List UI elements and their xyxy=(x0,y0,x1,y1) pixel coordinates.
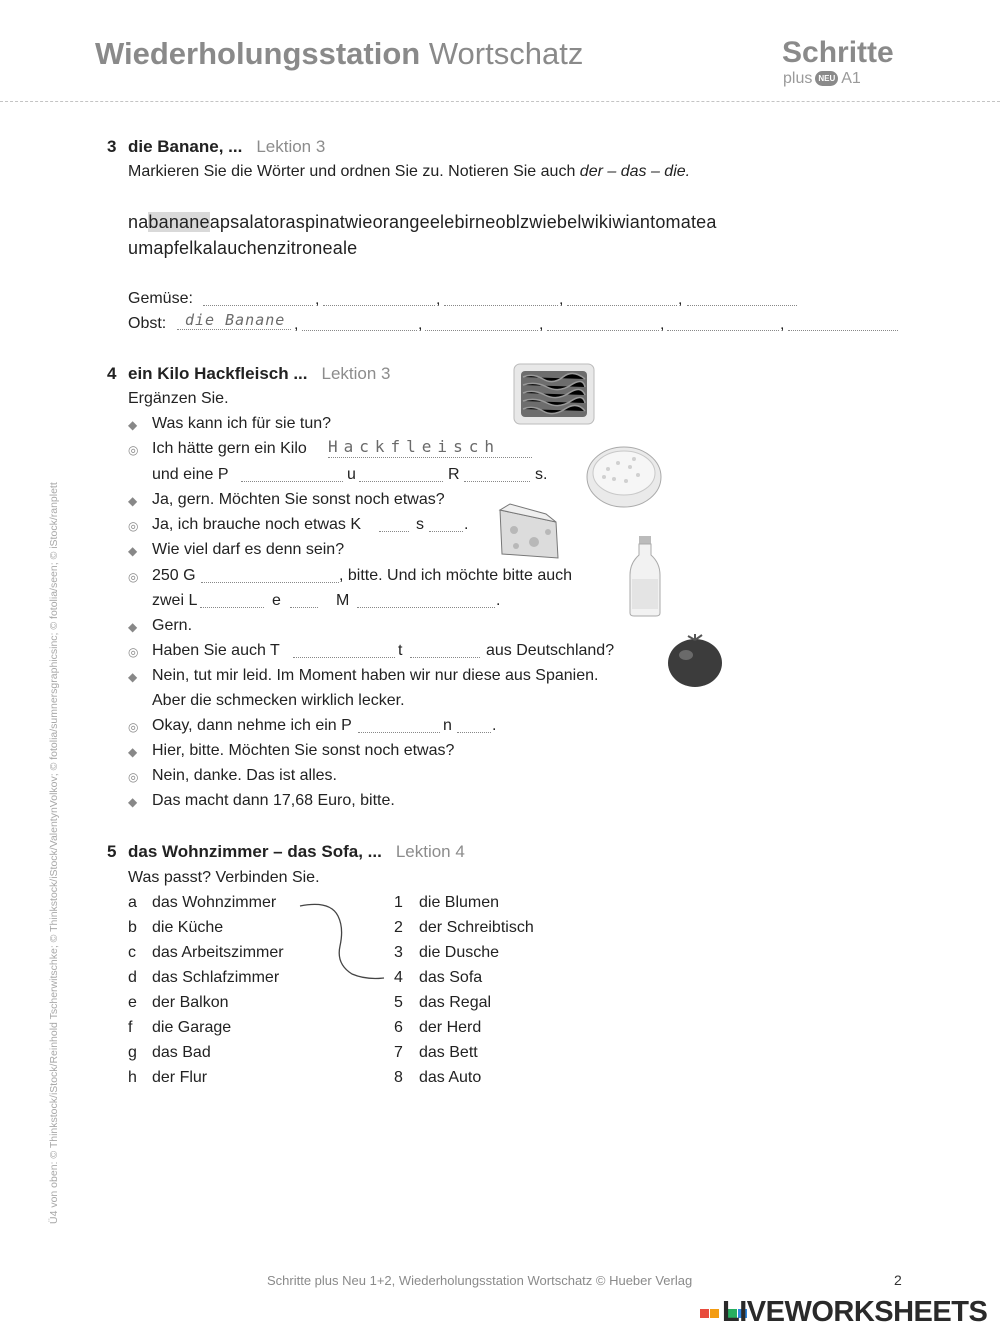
page-number: 2 xyxy=(894,1272,902,1288)
circle-bullet-icon: ◎ xyxy=(128,519,139,533)
gap-input[interactable] xyxy=(429,518,463,537)
gap-input[interactable] xyxy=(201,569,339,588)
right-key: 1 xyxy=(394,894,403,911)
right-item[interactable]: die Dusche xyxy=(419,944,500,961)
dialogue-text: . xyxy=(464,516,469,533)
diamond-bullet-icon: ◆ xyxy=(128,795,138,809)
left-key: f xyxy=(128,1019,133,1036)
dialogue-text: s. xyxy=(535,466,548,483)
dialogue-text: R xyxy=(448,466,460,483)
dialogue-text: aus Deutschland? xyxy=(486,642,615,659)
footer-copyright: Schritte plus Neu 1+2, Wiederholungsstation Wortschatz © Hueber Verlag xyxy=(267,1273,693,1288)
circle-bullet-icon: ◎ xyxy=(128,443,139,457)
right-key: 6 xyxy=(394,1019,403,1036)
tomato-image xyxy=(666,633,724,689)
rice-bowl-image xyxy=(586,443,662,511)
header-divider xyxy=(0,101,1000,102)
dialogue-line: Ja, gern. Möchten Sie sonst noch etwas? xyxy=(152,491,445,508)
comma: , xyxy=(436,291,441,308)
diamond-bullet-icon: ◆ xyxy=(128,620,138,634)
gemuese-answer-1[interactable] xyxy=(203,292,313,311)
dialogue-line: Nein, danke. Das ist alles. xyxy=(152,767,337,784)
logo-squares-icon xyxy=(700,1309,722,1318)
word-puzzle-line-1 xyxy=(128,212,717,233)
task3-instruction-text: Markieren Sie die Wörter und ordnen Sie zu. Notieren Sie auch xyxy=(128,163,576,180)
comma: , xyxy=(315,291,320,308)
dialogue-text: M xyxy=(336,592,350,609)
left-key: g xyxy=(128,1044,137,1061)
left-item[interactable]: die Küche xyxy=(152,919,224,936)
obst-answer-6[interactable] xyxy=(788,317,898,336)
circle-bullet-icon: ◎ xyxy=(128,570,139,584)
dialogue-text: e xyxy=(272,592,281,609)
dialogue-text: n xyxy=(443,717,452,734)
circle-bullet-icon: ◎ xyxy=(128,645,139,659)
obst-label: Obst: xyxy=(128,315,167,332)
task5-number: 5 xyxy=(107,842,117,861)
comma: , xyxy=(660,316,665,333)
gemuese-answer-3[interactable] xyxy=(444,292,558,311)
comma: , xyxy=(678,291,683,308)
task3-heading xyxy=(128,137,325,157)
left-key: b xyxy=(128,919,137,936)
title-rest: Wortschatz xyxy=(428,36,584,71)
dialogue-text: s xyxy=(416,516,424,533)
title-bold: Wiederholungsstation xyxy=(95,36,421,71)
brand-plus: plus xyxy=(783,70,813,87)
right-item[interactable]: der Herd xyxy=(419,1019,482,1036)
left-key: d xyxy=(128,969,137,986)
dialogue-line: Hier, bitte. Möchten Sie sonst noch etwas? xyxy=(152,742,455,759)
dialogue-line: zwei L xyxy=(152,592,198,609)
task4-instruction: Ergänzen Sie. xyxy=(128,390,229,407)
right-item[interactable]: das Bett xyxy=(419,1044,478,1061)
gemuese-answer-2[interactable] xyxy=(323,292,435,311)
right-item[interactable]: das Sofa xyxy=(419,969,483,986)
comma: , xyxy=(539,316,544,333)
brand-neu-badge: NEU xyxy=(815,71,838,86)
dialogue-line: Okay, dann nehme ich ein P xyxy=(152,717,352,734)
circle-bullet-icon: ◎ xyxy=(128,770,139,784)
left-key: e xyxy=(128,994,137,1011)
diamond-bullet-icon: ◆ xyxy=(128,418,138,432)
task3-number: 3 xyxy=(107,137,117,156)
right-key: 5 xyxy=(394,994,403,1011)
right-key: 3 xyxy=(394,944,403,961)
task3-lesson: Lektion 3 xyxy=(256,137,326,156)
text: und eine P xyxy=(152,466,229,483)
obst-answer-2[interactable] xyxy=(302,317,417,336)
diamond-bullet-icon: ◆ xyxy=(128,670,138,684)
milk-bottle-image xyxy=(628,535,662,617)
left-key: a xyxy=(128,894,137,911)
task4-lesson: Lektion 3 xyxy=(321,364,391,383)
dialogue-line: Nein, tut mir leid. Im Moment haben wir nur diese aus Spanien. xyxy=(152,667,599,684)
gemuese-label: Gemüse: xyxy=(128,290,193,307)
gap-input[interactable] xyxy=(464,468,530,487)
comma: , xyxy=(559,291,564,308)
gemuese-answer-4[interactable] xyxy=(567,292,677,311)
dialogue-text: . xyxy=(492,717,497,734)
circle-bullet-icon: ◎ xyxy=(128,720,139,734)
brand-sub xyxy=(783,70,861,88)
gap-input[interactable] xyxy=(290,594,318,613)
logo-text: LIVEWORKSHEETS xyxy=(722,1296,988,1328)
dialogue-text: u xyxy=(347,466,356,483)
diamond-bullet-icon: ◆ xyxy=(128,745,138,759)
gemuese-answer-5[interactable] xyxy=(687,292,797,311)
right-item[interactable]: das Regal xyxy=(419,994,492,1011)
right-item[interactable]: der Schreibtisch xyxy=(419,919,534,936)
gap-input[interactable] xyxy=(293,644,395,663)
dialogue-text: . xyxy=(496,592,501,609)
puzzle-marked-word[interactable]: banane xyxy=(148,212,210,232)
puzzle-prefix: na xyxy=(128,212,149,232)
task5-title: das Wohnzimmer – das Sofa, ... xyxy=(128,842,382,861)
right-key: 2 xyxy=(394,919,403,936)
obst-answer-4[interactable] xyxy=(547,317,659,336)
answer-hackfleisch-text: Hackfleisch xyxy=(328,437,500,456)
dialogue-line: Das macht dann 17,68 Euro, bitte. xyxy=(152,792,395,809)
left-item[interactable]: die Garage xyxy=(152,1019,232,1036)
comma: , xyxy=(418,316,423,333)
gap-input[interactable] xyxy=(358,719,440,738)
gap-input[interactable] xyxy=(457,719,491,738)
gap-input[interactable] xyxy=(357,594,495,613)
dialogue-line: Wie viel darf es denn sein? xyxy=(152,541,345,558)
task5-lesson: Lektion 4 xyxy=(395,842,465,861)
left-item[interactable]: das Schlafzimmer xyxy=(152,969,280,986)
brand-level: A1 xyxy=(841,70,861,87)
left-key: c xyxy=(128,944,136,961)
right-key: 8 xyxy=(394,1069,403,1086)
dialogue-line: Ja, ich brauche noch etwas K xyxy=(152,516,362,533)
connection-line xyxy=(296,898,388,984)
gap-input[interactable] xyxy=(379,518,409,537)
gap-input[interactable] xyxy=(359,468,443,487)
left-item[interactable]: der Flur xyxy=(152,1069,208,1086)
task3-articles: der – das – die. xyxy=(579,163,691,180)
task4-number: 4 xyxy=(107,364,117,383)
right-key: 7 xyxy=(394,1044,403,1061)
dialogue-line: Ich hätte gern ein Kilo xyxy=(152,440,307,457)
photo-credits: Ü4 von oben: © Thinkstock/iStock/Reinhold Tscherwitschke; © Thinkstock/iStock/ValentynVolkov; © fotolia/sumnersgraphicsinc; © fotolia/seen; © iStock/ranplett xyxy=(48,482,60,1224)
obst-answer-1-text: die Banane xyxy=(185,311,286,329)
liveworksheets-logo xyxy=(700,1296,987,1329)
dialogue-text: t xyxy=(398,642,403,659)
left-item[interactable]: das Arbeitszimmer xyxy=(152,944,284,961)
comma: , xyxy=(780,316,785,333)
dialogue-line: Was kann ich für sie tun? xyxy=(152,415,332,432)
dialogue-line xyxy=(152,466,229,484)
task3-instruction xyxy=(128,163,690,181)
dialogue-line: 250 G xyxy=(152,567,196,584)
dialogue-line: Aber die schmecken wirklich lecker. xyxy=(152,692,405,709)
dialogue-line: Haben Sie auch T xyxy=(152,642,280,659)
page-title xyxy=(95,36,583,72)
task4-heading xyxy=(128,364,391,384)
left-item[interactable]: das Bad xyxy=(152,1044,211,1061)
dialogue-text: , bitte. Und ich möchte bitte auch xyxy=(339,567,573,584)
diamond-bullet-icon: ◆ xyxy=(128,544,138,558)
minced-meat-image xyxy=(513,363,595,425)
obst-answer-5[interactable] xyxy=(667,317,779,336)
brand-logo: Schritte xyxy=(782,36,894,69)
comma: , xyxy=(294,316,299,333)
cheese-image xyxy=(496,502,560,560)
right-item[interactable]: die Blumen xyxy=(419,894,500,911)
word-puzzle-line-2: umapfelkalauchenzitroneale xyxy=(128,238,358,258)
obst-answer-1[interactable] xyxy=(177,311,291,330)
gap-input[interactable] xyxy=(200,594,264,613)
obst-answer-3[interactable] xyxy=(425,317,538,336)
task5-instruction: Was passt? Verbinden Sie. xyxy=(128,869,320,886)
left-item[interactable]: der Balkon xyxy=(152,994,229,1011)
diamond-bullet-icon: ◆ xyxy=(128,494,138,508)
task5-heading xyxy=(128,842,465,862)
gap-input[interactable] xyxy=(410,644,480,663)
left-key: h xyxy=(128,1069,137,1086)
left-item[interactable]: das Wohnzimmer xyxy=(152,894,277,911)
gap-input[interactable] xyxy=(241,468,343,487)
right-key: 4 xyxy=(394,969,403,986)
right-item[interactable]: das Auto xyxy=(419,1069,482,1086)
answer-hackfleisch[interactable] xyxy=(328,437,532,458)
dialogue-line: Gern. xyxy=(152,617,193,634)
task3-title: die Banane, ... xyxy=(128,137,243,156)
puzzle-rest: apsalatoraspinatwieorangeelebirneoblzwiebelwikiwiantomatea xyxy=(209,212,717,232)
task4-title: ein Kilo Hackfleisch ... xyxy=(128,364,308,383)
